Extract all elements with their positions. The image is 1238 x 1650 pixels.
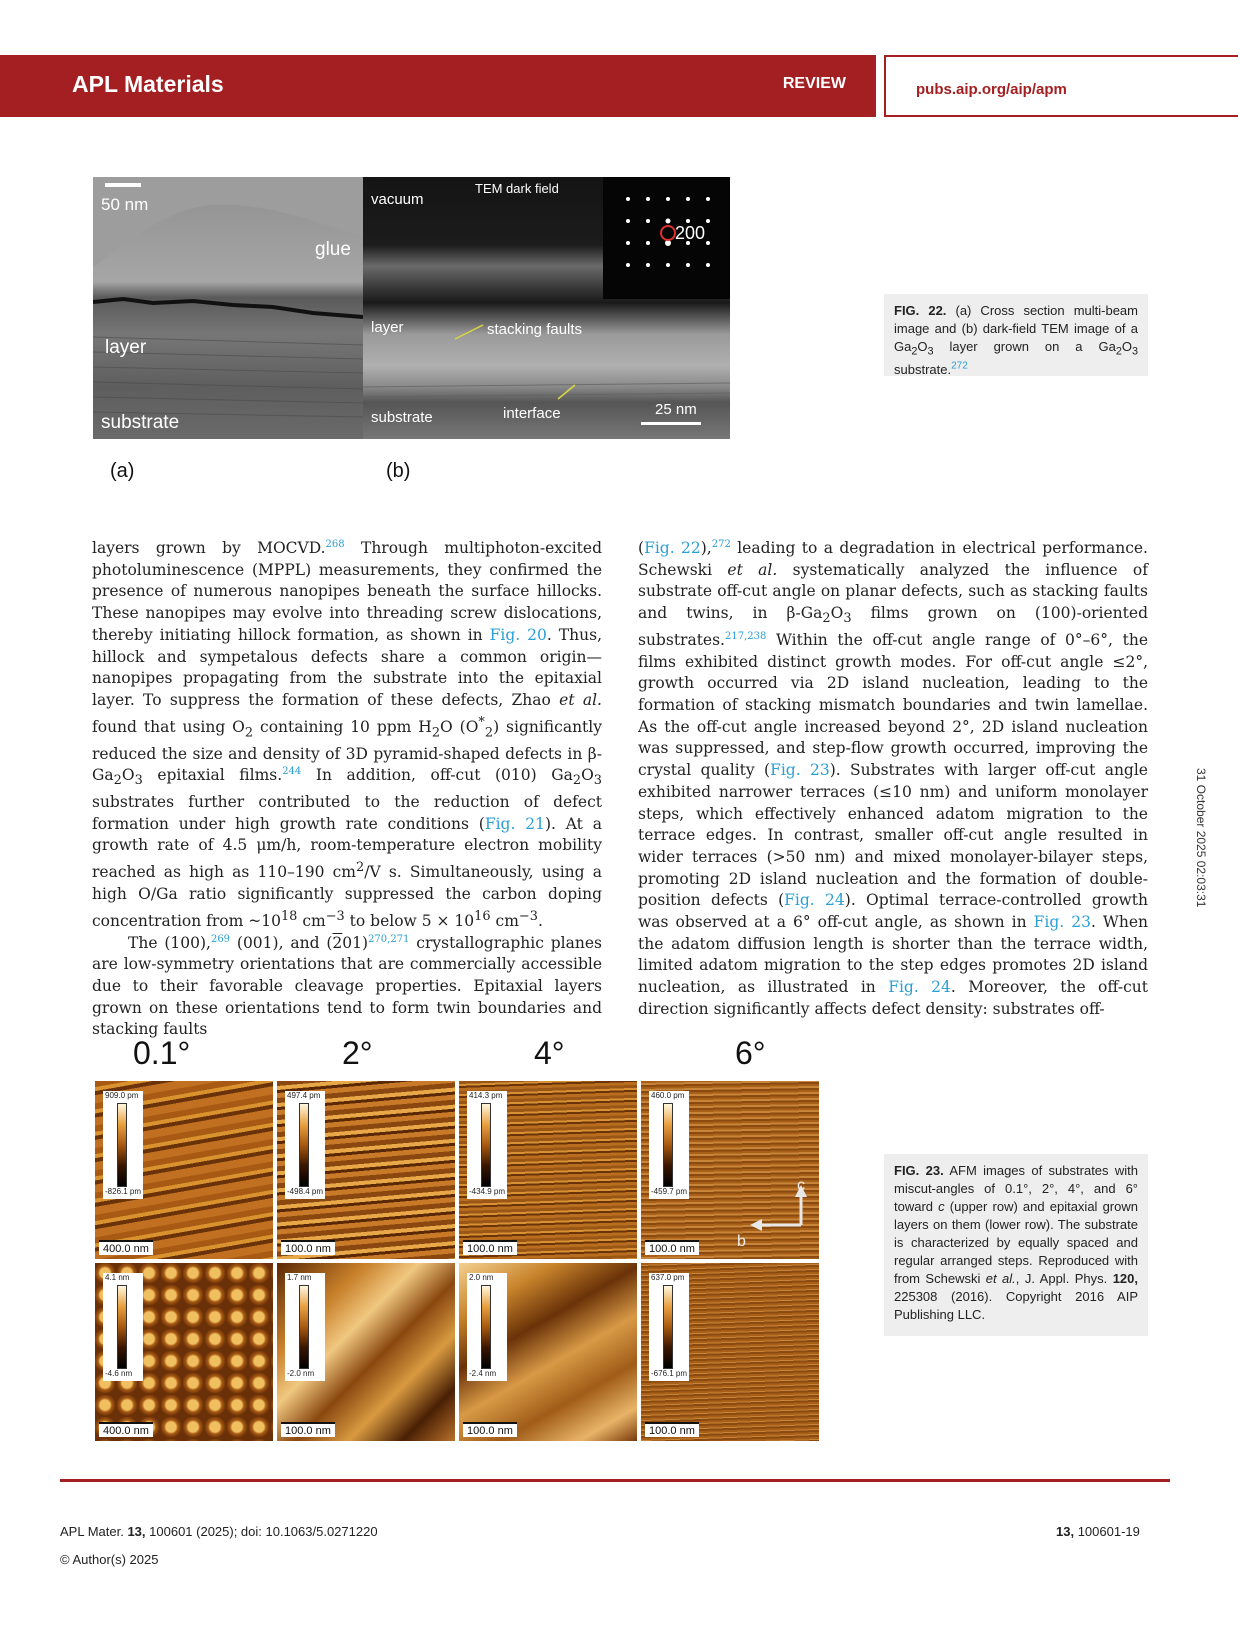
superscript: * — [478, 714, 485, 730]
subscript: 3 — [134, 773, 143, 789]
fig23-angle-label: 0.1° — [133, 1035, 191, 1071]
colorbar-max: 4.1 nm — [105, 1273, 130, 1282]
colorbar-box — [103, 1273, 143, 1381]
text: cm — [297, 911, 326, 930]
paragraph — [638, 538, 1148, 1021]
text: (001), and ( — [230, 933, 333, 952]
subscript: 2 — [484, 724, 494, 740]
afm-scale-bar: 100.0 nm — [645, 1422, 699, 1437]
text: O — [581, 766, 594, 785]
colorbar-min: -676.1 pm — [651, 1369, 688, 1378]
colorbar-box — [467, 1273, 507, 1381]
text: leading to a degradation in electrical performance. Schewski — [638, 539, 1148, 579]
axis-b-label: b — [737, 1233, 746, 1250]
text: crystallographic planes are low-symmetry orientations that are commercially accessible due to their favorable cleavage properties. Epitaxial layers grown on these orientations tend to form twin boundaries and stacking faults — [92, 933, 602, 1039]
text: Through multiphoton-excited photoluminescence (MPPL) measurements, they confirmed the presence of numerous nanopipes beneath the surface hillocks. These nanopipes may evolve into threading screw dislocations, thereby initiating hillock formation, as shown in — [92, 539, 602, 644]
text: found that using O — [92, 717, 245, 736]
text: 13, — [127, 1524, 146, 1539]
colorbar-max: 909.0 pm — [105, 1091, 139, 1100]
fig22-a-glue-label: glue — [315, 239, 351, 260]
paragraph — [92, 933, 602, 1042]
text: In addition, off-cut (010) Ga — [301, 766, 573, 785]
colorbar-min: -459.7 pm — [651, 1187, 688, 1196]
afm-scale-bar: 100.0 nm — [463, 1422, 517, 1437]
reference-link[interactable]: 269 — [210, 933, 231, 945]
caption-text: et al. — [985, 1271, 1016, 1286]
text: et al. — [727, 560, 778, 579]
colorbar-min: -434.9 pm — [469, 1187, 506, 1196]
caption-text: O — [917, 339, 928, 354]
afm-scale-bar: 100.0 nm — [463, 1240, 517, 1255]
footer-page-number — [1056, 1524, 1140, 1539]
colorbar-max: 497.4 pm — [287, 1091, 321, 1100]
colorbar-min: -4.6 nm — [105, 1369, 133, 1378]
afm-scale-bar: 100.0 nm — [281, 1422, 335, 1437]
superscript: 18 — [280, 908, 298, 924]
text: . When the adatom diffusion length is shorter than the terrace width, limited adatom migration to the step edges promotes 2D island nucleation, as illustrated in — [638, 913, 1148, 997]
caption-text: substrate. — [894, 361, 952, 377]
text: 100601-19 — [1074, 1524, 1140, 1539]
subscript: 3 — [1131, 345, 1138, 358]
text: /V s. Simultaneously, using a high O/Ga ratio significantly suppressed the carbon doping concentration from ~10 — [92, 863, 602, 930]
reference-link[interactable]: 268 — [325, 538, 345, 550]
subscript: 3 — [927, 345, 934, 358]
figure-link[interactable]: Fig. 20 — [489, 625, 547, 644]
afm-upper-image — [459, 1081, 637, 1259]
section-label: REVIEW — [782, 75, 846, 92]
fig22-panel-b-image — [363, 177, 730, 439]
colorbar-box — [285, 1273, 325, 1381]
text: O — [121, 766, 135, 785]
colorbar-box — [467, 1091, 507, 1199]
afm-upper-image — [277, 1081, 455, 1259]
fig22-caption-label: FIG. 22. — [894, 303, 947, 318]
fig22-caption-text: (a) Cross section multi-beam image and (b) dark-field TEM image of a Ga — [894, 303, 1138, 354]
text: containing 10 ppm H — [253, 717, 432, 736]
colorbar — [481, 1103, 491, 1187]
reference-link[interactable]: 270,271 — [368, 933, 410, 945]
fig22-a-substrate-label: substrate — [101, 412, 180, 433]
fig22-b-scale-bar: 25 nm — [655, 401, 697, 418]
superscript: −3 — [518, 908, 538, 924]
figure-link[interactable]: Fig. 24 — [784, 891, 845, 910]
caption-text: layer grown on a Ga — [933, 339, 1116, 354]
text: APL Mater. — [60, 1524, 124, 1539]
download-timestamp: 31 October 2025 02:03:31 — [1194, 768, 1208, 908]
text: cm — [490, 911, 519, 930]
left-text-column — [92, 538, 602, 1041]
colorbar-min: -2.0 nm — [287, 1369, 315, 1378]
caption-text: 120, — [1112, 1271, 1138, 1286]
fig22-b-title: TEM dark field — [475, 181, 559, 196]
text: . — [537, 911, 543, 930]
superscript: 2 — [356, 860, 365, 876]
text: . Thus, hillock and sympetalous defects share a common origin—nanopipes propagating from the substrate into the epitaxial layer. To suppress the formation of these defects, Zhao — [92, 625, 602, 709]
subscript: 3 — [593, 773, 602, 789]
text: The (100), — [128, 933, 211, 952]
colorbar-max: 2.0 nm — [469, 1273, 494, 1282]
footer-citation — [60, 1524, 378, 1539]
fig22-b-interface-label: interface — [503, 405, 561, 422]
figure-link[interactable]: Fig. 24 — [888, 978, 951, 997]
colorbar — [299, 1285, 309, 1369]
caption-text: c — [938, 1199, 945, 1214]
figure-link[interactable]: Fig. 21 — [484, 814, 545, 833]
colorbar-max: 414.3 pm — [469, 1091, 503, 1100]
colorbar — [663, 1285, 673, 1369]
colorbar — [117, 1103, 127, 1187]
fig23-angle-label: 6° — [735, 1035, 766, 1071]
fig22-b-texture — [363, 177, 730, 439]
text: O — [830, 604, 844, 623]
afm-scale-bar: 100.0 nm — [281, 1240, 335, 1255]
fig22-b-substrate-label: substrate — [371, 409, 433, 426]
figure-link[interactable]: Fig. 23 — [1033, 913, 1091, 932]
text: . Moreover, the off-cut direction significantly affects defect density: substrates off- — [638, 978, 1148, 1018]
fig22-a-texture — [93, 177, 363, 439]
colorbar-box — [649, 1273, 689, 1381]
caption-text: AFM images of substrates with miscut-angles of 0.1°, 2°, 4°, and 6° toward — [894, 1163, 1138, 1214]
text: 100601 (2025); doi: 10.1063/5.0271220 — [145, 1524, 378, 1539]
colorbar-min: -2.4 nm — [469, 1369, 497, 1378]
figure-link[interactable]: Fig. 22 — [644, 539, 701, 557]
colorbar-max: 637.0 pm — [651, 1273, 685, 1282]
afm-upper-image — [641, 1081, 819, 1259]
colorbar-box — [285, 1091, 325, 1199]
afm-scale-bar: 100.0 nm — [645, 1240, 699, 1255]
axis-c-label: c — [797, 1177, 805, 1194]
text: epitaxial films. — [142, 766, 283, 785]
fig23-angle-label: 2° — [342, 1035, 373, 1071]
colorbar — [117, 1285, 127, 1369]
caption-text: , J. Appl. Phys. — [1015, 1271, 1113, 1286]
text: ) significantly reduced the size and density of 3D pyramid-shaped defects in β-Ga — [92, 717, 602, 785]
footer-rule — [60, 1479, 1170, 1482]
subscript: 2 — [431, 724, 441, 740]
text: ). Substrates with larger off-cut angle exhibited narrower terraces (≤10 nm) and uniform monolayer steps, which effectively enhanced adatom migration to the terrace edges. In contrast, smaller off-cut angle resulted in wider terraces (>50 nm) and mixed monolayer-bilayer steps, promoting 2D island nucleation and the formation of double-position defects ( — [638, 761, 1148, 910]
fig22-panel-b-label: (b) — [386, 460, 411, 482]
afm-upper-image — [95, 1081, 273, 1259]
afm-scale-bar: 400.0 nm — [99, 1240, 153, 1255]
text: ). Optimal terrace-controlled growth was observed at a 6° off-cut angle, as shown in — [638, 891, 1149, 932]
reference-link[interactable]: 217,238 — [724, 630, 767, 642]
colorbar-min: -826.1 pm — [105, 1187, 142, 1196]
colorbar-box — [103, 1091, 143, 1199]
fig22-a-layer-label: layer — [105, 337, 147, 358]
footer-copyright: © Author(s) 2025 — [60, 1552, 159, 1567]
subscript: 2 — [911, 345, 918, 358]
text: ), — [700, 539, 712, 557]
fig22-b-stacking-label: stacking faults — [487, 321, 583, 338]
journal-url-box[interactable] — [884, 55, 1238, 117]
fig22-panel-a-label: (a) — [110, 460, 135, 482]
afm-lower-image — [277, 1263, 455, 1441]
text: films grown on (100)-oriented substrates. — [638, 604, 1148, 649]
reference-link[interactable]: 272 — [951, 360, 968, 372]
text: 13, — [1056, 1524, 1075, 1539]
journal-url-link[interactable]: pubs.aip.org/aip/apm — [916, 81, 1067, 98]
afm-lower-image — [459, 1263, 637, 1441]
text: to below 5 × 10 — [344, 911, 475, 930]
fig22-b-vacuum-label: vacuum — [371, 191, 424, 208]
caption-text: 225308 (2016). Copyright 2016 AIP Publishing LLC. — [894, 1289, 1138, 1322]
subscript: 2 — [113, 773, 122, 789]
subscript: 2 — [1115, 345, 1122, 358]
fig23-angle-label: 4° — [534, 1035, 565, 1071]
fig22-b-layer-label: layer — [371, 319, 404, 336]
text: et al. — [559, 690, 602, 709]
superscript: −3 — [325, 908, 345, 924]
colorbar — [481, 1285, 491, 1369]
axis-arrows-icon — [641, 1081, 819, 1259]
reference-link[interactable]: 272 — [711, 538, 731, 550]
fig22-caption — [884, 294, 1148, 376]
fig22-panel-a-image — [93, 177, 363, 439]
reference-link[interactable]: 244 — [282, 766, 302, 778]
afm-lower-image — [95, 1263, 273, 1441]
subscript: 2 — [572, 773, 582, 789]
text: ). At a growth rate of 4.5 μm/h, room-temperature electron mobility reached as high as 110–190 cm — [92, 814, 602, 882]
journal-header-bar — [0, 55, 876, 117]
text: substrates further contributed to the reduction of defect formation under high growth rate conditions ( — [92, 793, 602, 833]
subscript: 2 — [822, 611, 831, 627]
caption-text: O — [1121, 339, 1132, 354]
text: 01) — [342, 933, 369, 952]
fig22-a-scale-bar: 50 nm — [101, 195, 149, 214]
text: Within the off-cut angle range of 0°–6°, the films exhibited distinct growth modes. For off-cut angle ≤2°, growth occurred via 2D island nucleation, leading to the formation of stacking mismatch boundaries and twin lamellae. As the off-cut angle increased beyond 2°, 2D island nucleation was suppressed, and step-flow growth occurred, improving the crystal quality ( — [638, 630, 1148, 780]
colorbar — [299, 1103, 309, 1187]
fig23-caption — [884, 1154, 1148, 1336]
right-text-column — [638, 538, 1148, 1021]
superscript: 16 — [474, 908, 491, 924]
text: systematically analyzed the influence of substrate off-cut angle on planar defects, such as stacking faults and twins, in β-Ga — [638, 560, 1148, 623]
colorbar-max: 460.0 pm — [651, 1091, 685, 1100]
colorbar-max: 1.7 nm — [287, 1273, 312, 1282]
afm-scale-bar: 400.0 nm — [99, 1422, 153, 1437]
overbar-digit: 2 — [332, 933, 343, 952]
text: ( — [638, 539, 645, 557]
caption-text: (upper row) and epitaxial grown layers on them (lower row). The substrate is characterized by equally spaced and regular arranged steps. Reproduced with from Schewski — [894, 1199, 1138, 1286]
subscript: 2 — [244, 724, 254, 740]
fig22-b-diffraction-label: 200 — [675, 223, 706, 243]
paragraph — [92, 538, 602, 933]
text: layers grown by MOCVD. — [92, 539, 326, 557]
figure-link[interactable]: Fig. 23 — [770, 761, 830, 780]
fig23-caption-label: FIG. 23. — [894, 1163, 944, 1178]
journal-title: APL Materials — [72, 71, 224, 97]
text: O (O — [440, 717, 479, 736]
subscript: 3 — [843, 611, 852, 627]
colorbar-min: -498.4 pm — [287, 1187, 324, 1196]
afm-lower-image — [641, 1263, 819, 1441]
